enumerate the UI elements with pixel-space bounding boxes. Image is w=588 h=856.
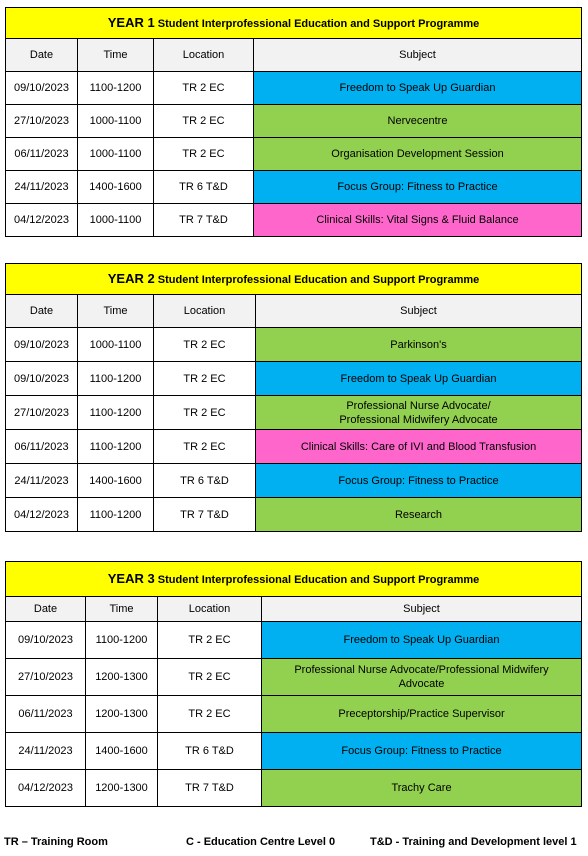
subject-cell: Freedom to Speak Up Guardian [256,362,582,396]
legend [4,836,584,854]
time-cell: 1100-1200 [86,622,158,659]
date-cell: 09/10/2023 [6,622,86,659]
date-cell: 06/11/2023 [6,696,86,733]
subject-cell: Research [256,498,582,532]
schedule-row [6,696,582,733]
schedule-row [6,498,582,532]
header-date: Date [6,295,78,328]
schedule-row [6,770,582,807]
year2-table [5,263,582,532]
location-cell: TR 2 EC [154,396,256,430]
time-cell: 1100-1200 [78,430,154,464]
time-cell: 1000-1100 [78,105,154,138]
year1-banner [6,8,582,39]
schedule-row [6,362,582,396]
subject-cell: Clinical Skills: Vital Signs & Fluid Balance [254,204,582,237]
date-cell: 09/10/2023 [6,362,78,396]
year3-title: Student Interprofessional Education and Support Programme [157,573,480,586]
subject-cell: Freedom to Speak Up Guardian [254,72,582,105]
subject-cell: Freedom to Speak Up Guardian [262,622,582,659]
schedule-row [6,430,582,464]
year2-title: Student Interprofessional Education and Support Programme [157,273,480,286]
location-cell: TR 2 EC [154,362,256,396]
location-cell: TR 2 EC [154,72,254,105]
schedule-row [6,72,582,105]
location-cell: TR 7 T&D [154,498,256,532]
schedule-row [6,105,582,138]
time-cell: 1400-1600 [86,733,158,770]
location-cell: TR 2 EC [158,622,262,659]
date-cell: 09/10/2023 [6,328,78,362]
header-time: Time [78,39,154,72]
time-cell: 1000-1100 [78,138,154,171]
legend-td: T&D - Training and Development level 1 [370,836,577,848]
header-subject: Subject [254,39,582,72]
schedule-row [6,464,582,498]
date-cell: 24/11/2023 [6,464,78,498]
time-cell: 1000-1100 [78,204,154,237]
location-cell: TR 2 EC [158,696,262,733]
year1-title: Student Interprofessional Education and Support Programme [157,17,480,30]
date-cell: 04/12/2023 [6,498,78,532]
date-cell: 06/11/2023 [6,138,78,171]
schedule-row [6,328,582,362]
year3-label: YEAR 3 [107,570,155,586]
location-cell: TR 6 T&D [154,464,256,498]
location-cell: TR 2 EC [154,328,256,362]
header-subject: Subject [256,295,582,328]
header-location: Location [154,39,254,72]
header-time: Time [86,597,158,622]
date-cell: 27/10/2023 [6,105,78,138]
header-date: Date [6,597,86,622]
subject-cell: Preceptorship/Practice Supervisor [262,696,582,733]
year1-label: YEAR 1 [107,14,155,30]
schedule-row [6,204,582,237]
location-cell: TR 6 T&D [158,733,262,770]
subject-cell: Clinical Skills: Care of IVI and Blood Transfusion [256,430,582,464]
year2-label: YEAR 2 [107,270,155,286]
time-cell: 1100-1200 [78,362,154,396]
date-cell: 27/10/2023 [6,659,86,696]
location-cell: TR 2 EC [154,138,254,171]
schedule-row [6,138,582,171]
time-cell: 1200-1300 [86,696,158,733]
subject-cell: Focus Group: Fitness to Practice [254,171,582,204]
header-subject: Subject [262,597,582,622]
time-cell: 1400-1600 [78,171,154,204]
location-cell: TR 7 T&D [154,204,254,237]
location-cell: TR 2 EC [154,430,256,464]
schedule-row [6,396,582,430]
date-cell: 04/12/2023 [6,770,86,807]
schedule-row [6,622,582,659]
time-cell: 1400-1600 [78,464,154,498]
time-cell: 1000-1100 [78,328,154,362]
time-cell: 1200-1300 [86,770,158,807]
header-location: Location [158,597,262,622]
location-cell: TR 2 EC [154,105,254,138]
location-cell: TR 6 T&D [154,171,254,204]
subject-cell: Focus Group: Fitness to Practice [256,464,582,498]
schedule-row [6,171,582,204]
date-cell: 27/10/2023 [6,396,78,430]
schedule-row [6,733,582,770]
subject-cell: Trachy Care [262,770,582,807]
time-cell: 1100-1200 [78,396,154,430]
year3-banner [6,562,582,597]
time-cell: 1100-1200 [78,72,154,105]
time-cell: 1200-1300 [86,659,158,696]
time-cell: 1100-1200 [78,498,154,532]
date-cell: 09/10/2023 [6,72,78,105]
year3-table [5,561,582,807]
subject-cell: Focus Group: Fitness to Practice [262,733,582,770]
date-cell: 24/11/2023 [6,733,86,770]
header-date: Date [6,39,78,72]
subject-cell: Parkinson's [256,328,582,362]
date-cell: 06/11/2023 [6,430,78,464]
year2-banner [6,264,582,295]
header-location: Location [154,295,256,328]
legend-tr: TR – Training Room [4,836,108,848]
date-cell: 04/12/2023 [6,204,78,237]
header-time: Time [78,295,154,328]
year1-table [5,7,582,237]
subject-cell: Nervecentre [254,105,582,138]
schedule-row [6,659,582,696]
subject-cell: Professional Nurse Advocate/ Professional Midwifery Advocate [256,396,582,430]
date-cell: 24/11/2023 [6,171,78,204]
legend-c: C - Education Centre Level 0 [186,836,336,848]
subject-cell: Professional Nurse Advocate/Professional Midwifery Advocate [262,659,582,696]
subject-cell: Organisation Development Session [254,138,582,171]
location-cell: TR 2 EC [158,659,262,696]
location-cell: TR 7 T&D [158,770,262,807]
